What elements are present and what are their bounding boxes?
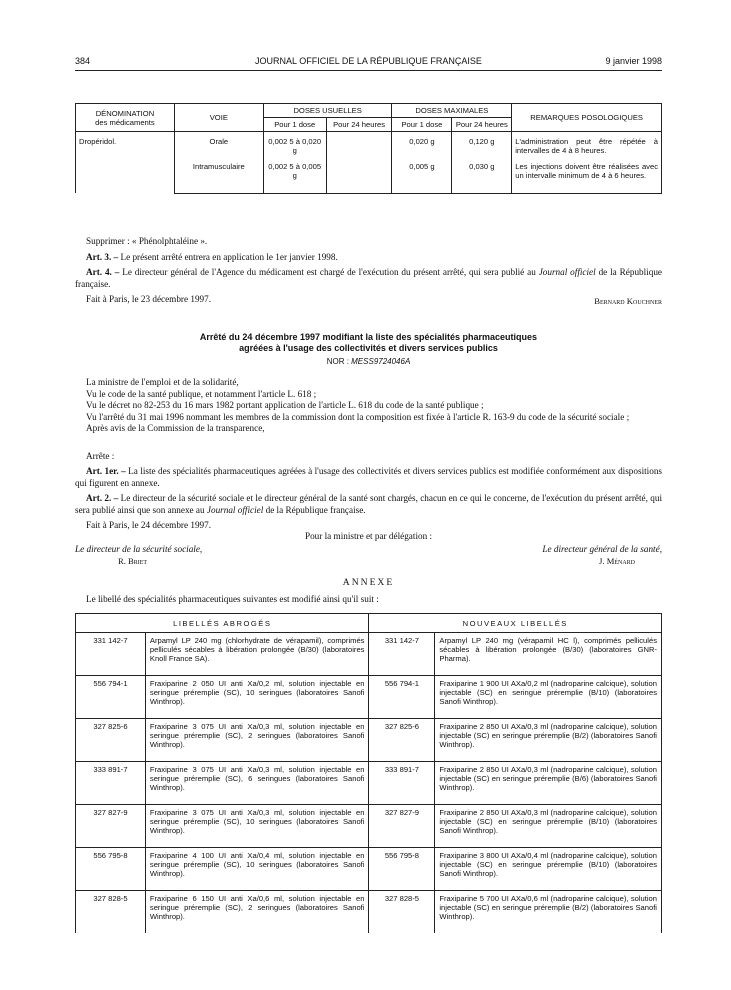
usuelle-24-cell [326, 132, 392, 158]
supprimer-line: Supprimer : « Phénolphtaléine ». [86, 236, 208, 246]
col-doses-maximales: DOSES MAXIMALES [392, 104, 512, 118]
col-doses-usuelles: DOSES USUELLES [263, 104, 392, 118]
drug-name: Dropéridol. [76, 132, 175, 194]
remarque-cell: Les injections doivent être réalisées avec un intervalle minimum de 4 à 6 heures. [512, 157, 662, 193]
col-voie: VOIE [174, 104, 263, 132]
new-code: 556 795-8 [369, 848, 435, 891]
max-24-cell: 0,030 g [452, 157, 512, 193]
usuelle-1-cell: 0,002 5 à 0,020 g [263, 132, 326, 158]
visa-line: Après avis de la Commission de la transparence, [86, 423, 265, 433]
old-code: 556 794-1 [76, 676, 146, 719]
signatory-left-title: Le directeur de la sécurité sociale, [75, 544, 203, 554]
new-code: 327 825-6 [369, 719, 435, 762]
col-nouveaux-libelles: NOUVEAUX LIBELLÉS [369, 614, 662, 633]
max-1-cell: 0,020 g [392, 132, 452, 158]
old-label: Arpamyl LP 240 mg (chlorhydrate de vérapamil), comprimés pelliculés sécables à libération prolongée (B/30) (laboratoires Knoll France SA). [145, 633, 369, 676]
articles [75, 466, 662, 532]
old-code: 331 142-7 [76, 633, 146, 676]
new-code: 556 794-1 [369, 676, 435, 719]
col-max-24h: Pour 24 heures [452, 118, 512, 132]
table-row [76, 676, 662, 719]
previous-arrete-end [75, 236, 662, 306]
new-code: 327 827-9 [369, 805, 435, 848]
table-row [76, 891, 662, 934]
old-label: Fraxiparine 4 100 UI anti Xa/0,4 ml, solution injectable en seringue préremplie (SC), 10 seringues (laboratoires Sanofi Winthrop). [145, 848, 369, 891]
table-row [76, 132, 662, 158]
annexe-title: ANNEXE [342, 577, 395, 588]
signature: Bernard Kouchner [594, 296, 662, 306]
col-usuelle-24h: Pour 24 heures [326, 118, 392, 132]
arrete-title: Arrêté du 24 décembre 1997 modifiant la liste des spécialités pharmaceutiques agréées à l'usage des collectivités et divers services publics [199, 332, 538, 353]
article-3: Art. 3. – Le présent arrêté entrera en application le 1er janvier 1998. [86, 251, 338, 262]
issue-date: 9 janvier 1998 [605, 56, 662, 66]
article-1: Art. 1er. – La liste des spécialités pharmaceutiques agréées à l'usage des collectivités et divers services publics est modifiée conformément aux dispositions qui figurent en annexe. [75, 466, 662, 488]
running-header [75, 56, 662, 68]
visa-line: La ministre de l'emploi et de la solidarité, [86, 377, 239, 387]
new-code: 333 891-7 [369, 762, 435, 805]
table-row [76, 805, 662, 848]
new-label: Fraxiparine 1 900 UI AXa/0,2 ml (nadroparine calcique), solution injectable (SC) en seringue préremplie (B/10) (laboratoires Sanofi Winthrop). [435, 676, 662, 719]
journal-title: JOURNAL OFFICIEL DE LA RÉPUBLIQUE FRANÇAISE [255, 56, 482, 66]
usuelle-1-cell: 0,002 5 à 0,005 g [263, 157, 326, 193]
nor-reference: NOR : MESS9724046A [326, 357, 411, 366]
visa-line: Vu l'arrêté du 31 mai 1996 nommant les membres de la commission dont la composition est fixée à l'article R. 163-9 du code de la sécurité sociale ; [86, 411, 630, 422]
arrete-word: Arrête : [86, 451, 115, 461]
table-row [76, 848, 662, 891]
dose-table [75, 103, 662, 194]
old-code: 333 891-7 [76, 762, 146, 805]
col-max-1-dose: Pour 1 dose [392, 118, 452, 132]
usuelle-24-cell [326, 157, 392, 193]
signatory-right-name: J. Ménard [599, 556, 635, 566]
voie-cell: Intramusculaire [174, 157, 263, 193]
table-row [76, 762, 662, 805]
new-label: Fraxiparine 2 850 UI AXa/0,3 ml (nadroparine calcique), solution injectable (SC) en seringue préremplie (B/2) (laboratoires Sanofi Winthrop). [435, 719, 662, 762]
old-label: Fraxiparine 3 075 UI anti Xa/0,3 ml, solution injectable en seringue préremplie (SC), 2 seringues (laboratoires Sanofi Winthrop). [145, 719, 369, 762]
old-code: 556 795-8 [76, 848, 146, 891]
col-usuelle-1-dose: Pour 1 dose [263, 118, 326, 132]
old-label: Fraxiparine 3 075 UI anti Xa/0,3 ml, solution injectable en seringue préremplie (SC), 10 seringues (laboratoires Sanofi Winthrop). [145, 805, 369, 848]
annex-table [75, 613, 662, 933]
delegation-line: Pour la ministre et par délégation : [304, 531, 433, 541]
header-rule [75, 70, 662, 71]
table-row [76, 719, 662, 762]
old-code: 327 825-6 [76, 719, 146, 762]
visa-line: Vu le code de la santé publique, et notamment l'article L. 618 ; [86, 388, 317, 399]
max-1-cell: 0,005 g [392, 157, 452, 193]
article-2: Art. 2. – Le directeur de la sécurité sociale et le directeur général de la santé sont chargés, chacun en ce qui le concerne, de l'exécution du présent arrêté, qui sera publié ainsi que son annexe au Journal officiel de la République française. [75, 493, 662, 515]
new-label: Fraxiparine 5 700 UI AXa/0,6 ml (nadroparine calcique), solution injectable (SC) en seringue préremplie (B/2) (laboratoires Sanofi Winthrop). [435, 891, 662, 934]
max-24-cell: 0,120 g [452, 132, 512, 158]
new-label: Fraxiparine 2 850 UI AXa/0,3 ml (nadroparine calcique), solution injectable (SC) en seringue préremplie (B/10) (laboratoires Sanofi Winthrop). [435, 805, 662, 848]
col-denomination: DÉNOMINATION des médicaments [76, 104, 175, 132]
col-libelles-abroges: LIBELLÉS ABROGÉS [76, 614, 369, 633]
new-code: 327 828-5 [369, 891, 435, 934]
table-row [76, 633, 662, 676]
voie-cell: Orale [174, 132, 263, 158]
old-code: 327 827-9 [76, 805, 146, 848]
article-4: Art. 4. – Le directeur général de l'Agence du médicament est chargé de l'exécution du présent arrêté, qui sera publié au Journal officiel de la République française. [75, 267, 662, 289]
new-label: Arpamyl LP 240 mg (vérapamil HC l), comprimés pelliculés sécables à libération prolongée (B/30) (laboratoires GNR-Pharma). [435, 633, 662, 676]
fait-a-paris: Fait à Paris, le 23 décembre 1997. [86, 294, 212, 304]
old-label: Fraxiparine 2 050 UI anti Xa/0,2 ml, solution injectable en seringue préremplie (SC), 10 seringues (laboratoires Sanofi Winthrop). [145, 676, 369, 719]
page-number: 384 [75, 56, 91, 66]
signatory-right-title: Le directeur général de la santé, [542, 544, 662, 554]
old-label: Fraxiparine 6 150 UI anti Xa/0,6 ml, solution injectable en seringue préremplie (SC), 2 seringues (laboratoires Sanofi Winthrop). [145, 891, 369, 934]
annexe-intro: Le libellé des spécialités pharmaceutiques suivantes est modifié ainsi qu'il suit : [86, 594, 379, 604]
new-code: 331 142-7 [369, 633, 435, 676]
visa-line: Vu le décret no 82-253 du 16 mars 1982 portant application de l'article L. 618 du code de la santé publique ; [86, 400, 484, 410]
new-label: Fraxiparine 2 850 UI AXa/0,3 ml (nadroparine calcique), solution injectable (SC) en seringue préremplie (B/6) (laboratoires Sanofi Winthrop). [435, 762, 662, 805]
visas [75, 377, 662, 435]
signatory-left-name: R. Briet [118, 556, 148, 566]
new-label: Fraxiparine 3 800 UI AXa/0,4 ml (nadroparine calcique), solution injectable (SC) en seringue préremplie (B/10) (laboratoires Sanofi Winthrop). [435, 848, 662, 891]
fait-a-paris-2: Fait à Paris, le 24 décembre 1997. [86, 520, 212, 530]
remarque-cell: L'administration peut être répétée à intervalles de 4 à 8 heures. [512, 132, 662, 158]
old-label: Fraxiparine 3 075 UI anti Xa/0,3 ml, solution injectable en seringue préremplie (SC), 6 seringues (laboratoires Sanofi Winthrop). [145, 762, 369, 805]
old-code: 327 828-5 [76, 891, 146, 934]
col-remarques: REMARQUES POSOLOGIQUES [512, 104, 662, 132]
